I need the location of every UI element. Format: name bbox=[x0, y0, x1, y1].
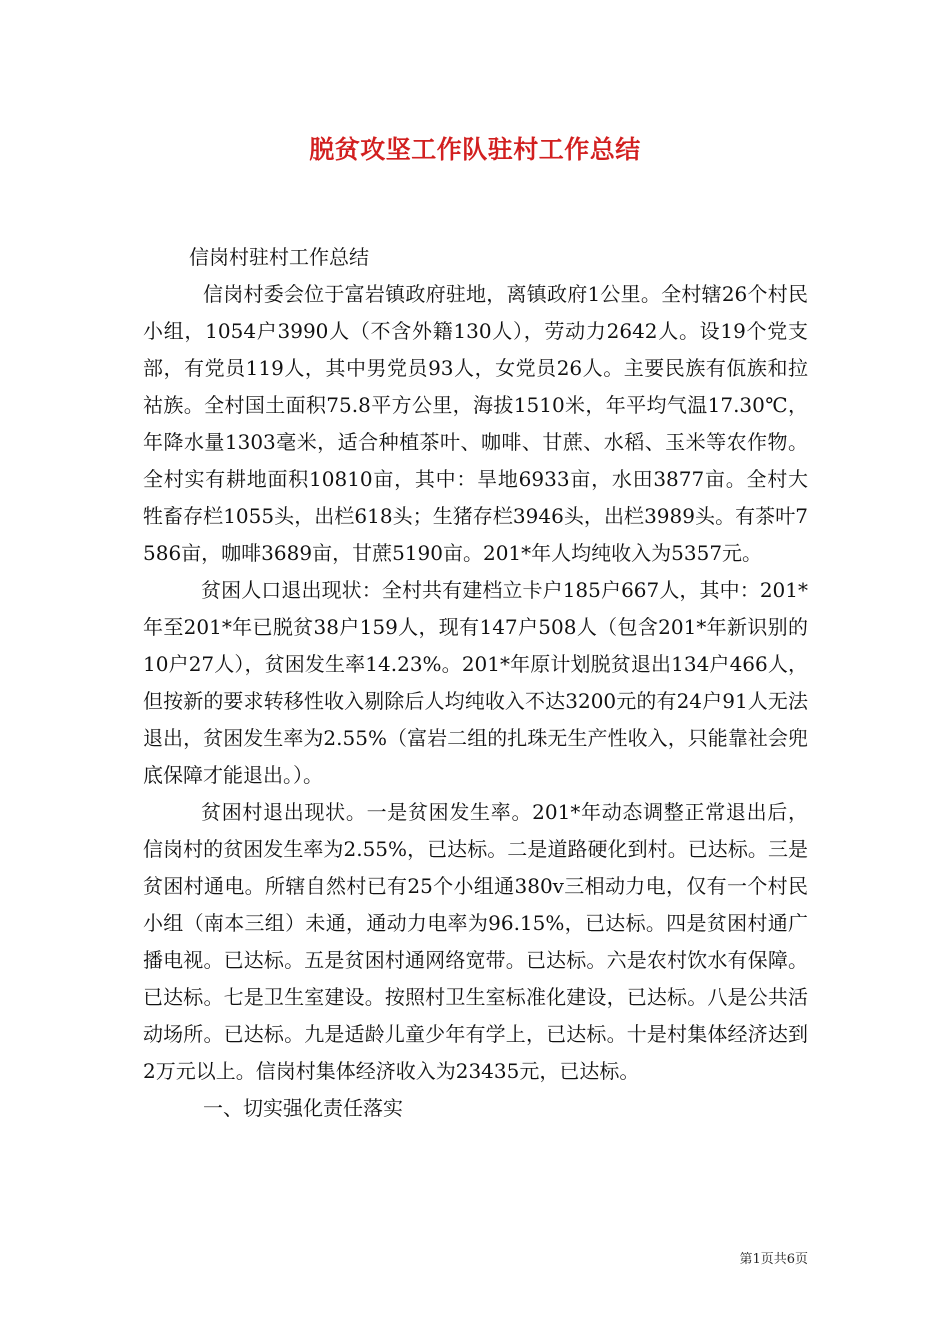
paragraph-village-overview: 信岗村委会位于富岩镇政府驻地，离镇政府1公里。全村辖26个村民小组，1054户3990人（不含外籍130人），劳动力2642人。设19个党支部，有党员119人，其中男党员93人，女党员26人。主要民族有佤族和拉祜族。全村国土面积75.8平方公里，海拔1510米，年平均气温17.30℃，年降水量1303毫米，适合种植茶叶、咖啡、甘蔗、水稻、玉米等农作物。全村实有耕地面积10810亩，其中：旱地6933亩，水田3877亩。全村大牲畜存栏1055头，出栏618头；生猪存栏3946头，出栏3989头。有茶叶7586亩，咖啡3689亩，甘蔗5190亩。201*年人均纯收入为5357元。 bbox=[143, 282, 808, 565]
paragraph-poverty-village-status: 贫困村退出现状。一是贫困发生率。201*年动态调整正常退出后，信岗村的贫困发生率为2.55%，已达标。二是道路硬化到村。已达标。三是贫困村通电。所辖自然村已有25个小组通380v三相动力电，仅有一个村民小组（南本三组）未通，通动力电率为96.15%，已达标。四是贫困村通广播电视。已达标。五是贫困村通网络宽带。已达标。六是农村饮水有保障。已达标。七是卫生室建设。按照村卫生室标准化建设，已达标。八是公共活动场所。已达标。九是适龄儿童少年有学上，已达标。十是村集体经济达到2万元以上。信岗村集体经济收入为23435元，已达标。 bbox=[143, 800, 808, 1083]
document-body bbox=[143, 239, 808, 1127]
page-number: 第1页共6页 bbox=[739, 1252, 808, 1267]
paragraph-poverty-population: 贫困人口退出现状：全村共有建档立卡户185户667人，其中：201*年至201*年已脱贫38户159人，现有147户508人（包含201*年新识别的10户27人），贫困发生率14.23%。201*年原计划脱贫退出134户466人，但按新的要求转移性收入剔除后人均纯收入不达3200元的有24户91人无法退出，贫困发生率为2.55%（富岩二组的扎珠无生产性收入，只能靠社会兜底保障才能退出。）。 bbox=[143, 578, 808, 787]
document-title: 脱贫攻坚工作队驻村工作总结 bbox=[309, 135, 641, 164]
section-heading: 一、切实强化责任落实 bbox=[203, 1096, 403, 1120]
document-subtitle: 信岗村驻村工作总结 bbox=[189, 245, 369, 269]
